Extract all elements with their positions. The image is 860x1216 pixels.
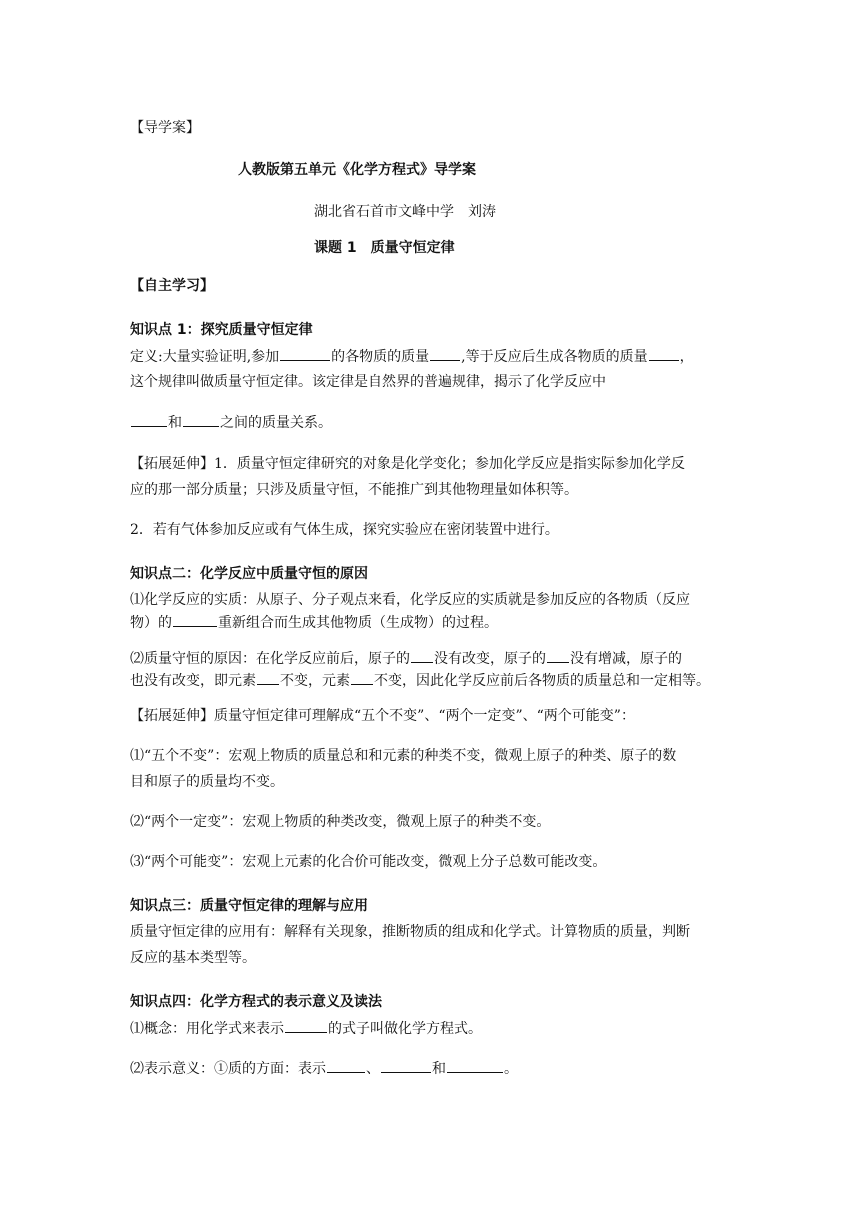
kp2-extension-1-line2: 目和原子的质量均不变。: [130, 774, 284, 790]
answer-blank[interactable]: [131, 412, 167, 427]
text-segment: 没有增减，原子的: [570, 651, 682, 667]
text-segment: 重新组合而生成其他物质（生成物）的过程。: [218, 615, 498, 631]
kp1-definition-line1: [130, 346, 740, 367]
answer-blank[interactable]: [351, 670, 373, 685]
text-segment: 和: [432, 1061, 446, 1077]
answer-blank[interactable]: [411, 648, 433, 663]
answer-blank[interactable]: [649, 346, 679, 361]
text-segment: ⑵表示意义：①质的方面：表示: [130, 1061, 326, 1077]
text-segment: 的式子叫做化学方程式。: [328, 1021, 482, 1037]
answer-blank[interactable]: [257, 670, 279, 685]
author-line: 湖北省石首市文峰中学 刘涛: [314, 204, 496, 220]
text-segment: 的各物质的质量: [331, 349, 430, 365]
text-segment: ⑵质量守恒的原因：在化学反应前后，原子的: [130, 651, 410, 667]
kp1-definition-line2: 这个规律叫做质量守恒定律。该定律是自然界的普遍规律，揭示了化学反应中: [130, 374, 606, 390]
answer-blank[interactable]: [430, 346, 460, 361]
kp2-p2-line2: [130, 670, 740, 691]
answer-blank[interactable]: [381, 1058, 431, 1073]
text-segment: 。: [504, 1061, 518, 1077]
text-segment: 、: [366, 1061, 380, 1077]
answer-blank[interactable]: [285, 1018, 327, 1033]
kp3-line2: 反应的基本类型等。: [130, 950, 256, 966]
answer-blank[interactable]: [280, 346, 330, 361]
kp1-extension-line2: 应的那一部分质量；只涉及质量守恒，不能推广到其他物理量如体积等。: [130, 482, 578, 498]
section-self-study: 【自主学习】: [130, 278, 214, 294]
kp2-p2-line1: [130, 648, 740, 669]
answer-blank[interactable]: [173, 612, 217, 627]
text-segment: 也没有改变，即元素: [130, 673, 256, 689]
kp2-heading: 知识点二：化学反应中质量守恒的原因: [130, 566, 368, 582]
text-segment: ，: [679, 349, 694, 365]
kp4-concept: [130, 1018, 740, 1039]
kp2-p1-line1: ⑴化学反应的实质：从原子、分子观点来看，化学反应的实质就是参加反应的各物质（反应: [130, 592, 690, 608]
kp1-extension-2: 2．若有气体参加反应或有气体生成，探究实验应在密闭装置中进行。: [130, 522, 559, 538]
text-segment: 物）的: [130, 615, 172, 631]
text-segment: ⑴概念：用化学式来表示: [130, 1021, 284, 1037]
text-segment: 没有改变，原子的: [434, 651, 546, 667]
lesson-title: 课题 1 质量守恒定律: [314, 240, 455, 256]
text-segment: 不变，因此化学反应前后各物质的质量总和一定相等。: [374, 673, 710, 689]
kp3-line1: 质量守恒定律的应用有：解释有关现象，推断物质的组成和化学式。计算物质的质量，判断: [130, 924, 690, 940]
kp2-extension-2: ⑵“两个一定变”：宏观上物质的种类改变，微观上原子的种类不变。: [130, 814, 551, 830]
kp2-extension-3: ⑶“两个可能变”：宏观上元素的化合价可能改变，微观上分子总数可能改变。: [130, 854, 607, 870]
kp1-heading: 知识点 1：探究质量守恒定律: [130, 322, 313, 338]
kp1-extension-line1: 【拓展延伸】1．质量守恒定律研究的对象是化学变化；参加化学反应是指实际参加化学反: [130, 456, 685, 472]
header-tag: 【导学案】: [130, 120, 200, 136]
document-title: 人教版第五单元《化学方程式》导学案: [238, 162, 476, 178]
text-segment: ,等于反应后生成各物质的质量: [461, 349, 648, 365]
answer-blank[interactable]: [447, 1058, 503, 1073]
text-segment: 不变，元素: [280, 673, 350, 689]
kp2-extension-title: 【拓展延伸】质量守恒定律可理解成“五个不变”、“两个一定变”、“两个可能变”：: [130, 708, 635, 724]
kp4-heading: 知识点四：化学方程式的表示意义及读法: [130, 994, 382, 1010]
kp3-heading: 知识点三：质量守恒定律的理解与应用: [130, 898, 368, 914]
answer-blank[interactable]: [183, 412, 219, 427]
text-segment: 定义:大量实验证明,参加: [130, 349, 280, 365]
text-segment: 之间的质量关系。: [220, 415, 332, 431]
kp2-p1-line2: [130, 612, 740, 633]
answer-blank[interactable]: [327, 1058, 365, 1073]
kp1-definition-line3: [130, 412, 740, 433]
text-segment: 和: [168, 415, 182, 431]
answer-blank[interactable]: [547, 648, 569, 663]
kp4-meaning: [130, 1058, 740, 1079]
kp2-extension-1-line1: ⑴“五个不变”：宏观上物质的质量总和和元素的种类不变，微观上原子的种类、原子的数: [130, 748, 677, 764]
